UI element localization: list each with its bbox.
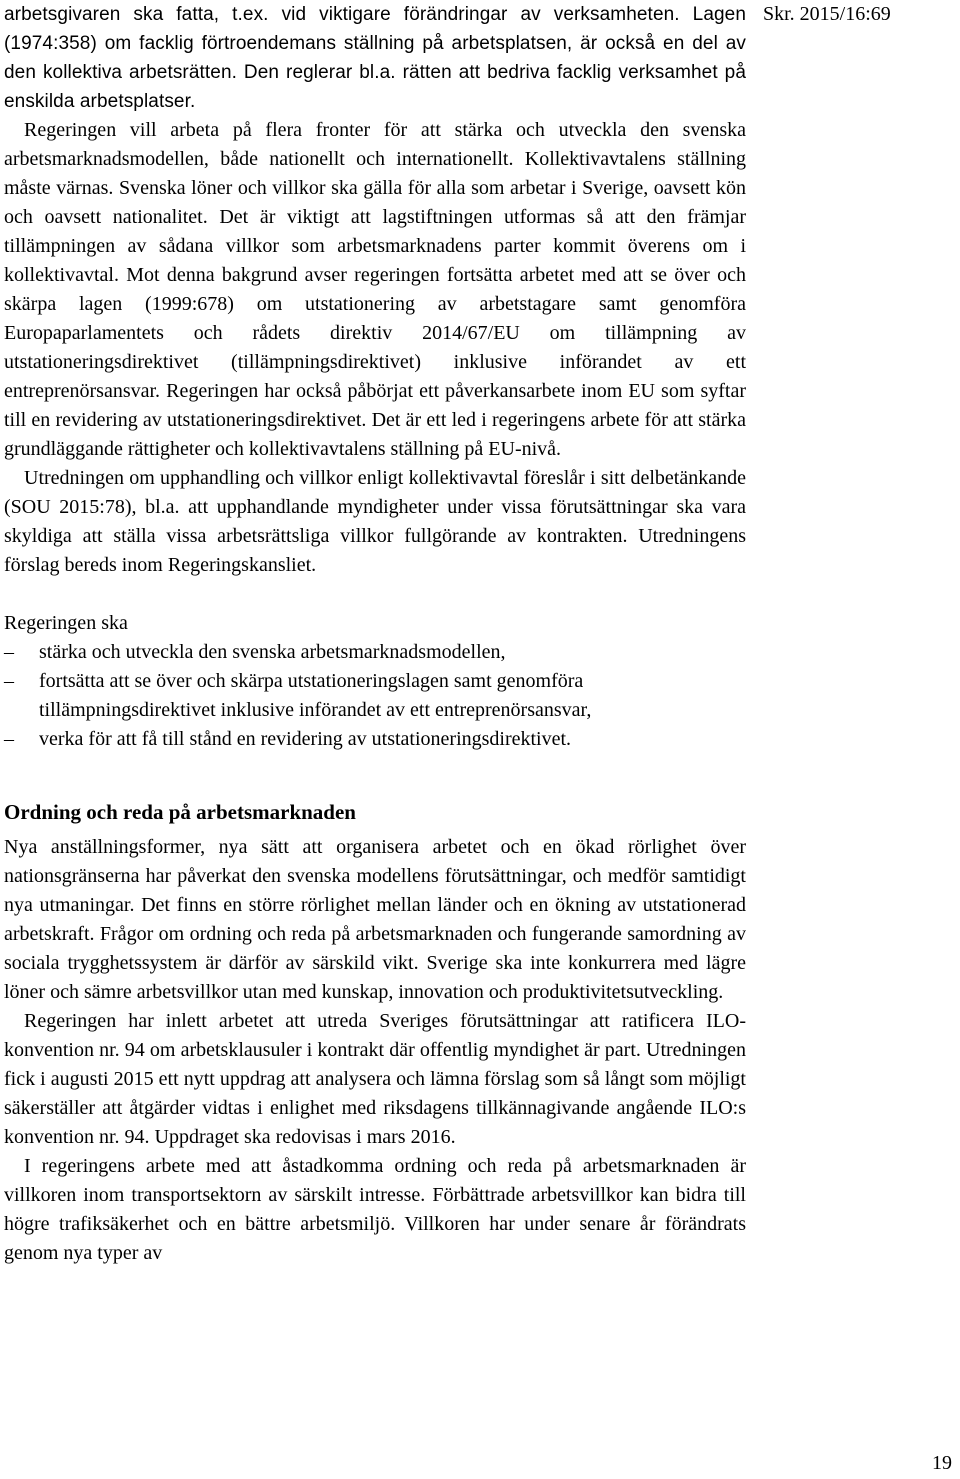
section-paragraph-transport: I regeringens arbete med att åstadkomma ordning och reda på arbetsmarknaden är villkoren inom transportsektorn av särskilt intresse. Förbättrade arbetsvillkor kan bidra till högre trafiksäkerhet och en bättre arbetsmiljö. Villkoren har under senare år förändrats genom nya typer av — [4, 1155, 746, 1264]
list-item-text: stärka och utveckla den svenska arbetsmarknadsmodellen, — [39, 641, 506, 663]
action-list — [4, 638, 746, 754]
dash-bullet: – — [4, 728, 14, 750]
list-intro: Regeringen ska — [4, 612, 128, 634]
section-paragraph-new-employment: Nya anställningsformer, nya sätt att organisera arbetet och en ökad rörlighet över nationsgränserna har påverkat den svenska modellens förutsättningar, och medför samtidigt nya utmaningar. Det finns en större rörlighet mellan länder och en ökning av utstationerad arbetskraft. Frågor om ordning och reda på arbetsmarknaden och fungerande samordning av sociala trygghetssystem är därför av särskild vikt. Sverige ska inte konkurrera med lägre löner och sämre arbetsvillkor utan med kunskap, innovation och produktivitetsutveckling. — [4, 836, 746, 1003]
document-reference: Skr. 2015/16:69 — [763, 3, 891, 25]
page-number: 19 — [932, 1452, 952, 1474]
list-item — [4, 725, 746, 754]
paragraph-procurement-inquiry: Utredningen om upphandling och villkor enligt kollektivavtal föreslår i sitt delbetänkande (SOU 2015:78), bl.a. att upphandlande myndigheter under vissa förutsättningar ska vara skyldiga att ställa vissa arbetsrättsliga villkor fullgörande av kontrakten. Utredningens förslag bereds inom Regeringskansliet. — [4, 467, 746, 576]
paragraph-intro: arbetsgivaren ska fatta, t.ex. vid viktigare förändringar av verksamheten. Lagen (1974:358) om facklig förtroendemans ställning på arbetsplatsen, är också en del av den kollektiva arbetsrätten. Den reglerar bl.a. rätten att bedriva facklig verksamhet på enskilda arbetsplatser. — [4, 4, 746, 112]
list-item-text: verka för att få till stånd en revidering av utstationeringsdirektivet. — [39, 728, 572, 750]
list-item-text: fortsätta att se över och skärpa utstationeringslagen samt genomföra tillämpningsdirektivet inklusive införandet av ett entreprenörsansvar, — [39, 670, 592, 721]
dash-bullet: – — [4, 641, 14, 663]
list-item — [4, 638, 746, 667]
list-item — [4, 667, 746, 725]
paragraph-government-goals: Regeringen vill arbeta på flera fronter för att stärka och utveckla den svenska arbetsmarknadsmodellen, både nationellt och internationellt. Kollektivavtalens ställning måste värnas. Svenska löner och villkor ska gälla för alla som arbetar i Sverige, oavsett kön och oavsett nationalitet. Det är viktigt att lagstiftningen utformas så att den främjar tillämpningen av sådana villkor som arbetsmarknadens parter kommit överens om i kollektivavtal. Mot denna bakgrund avser regeringen fortsätta arbetet med att se över och skärpa lagen (1999:678) om utstationering av arbetstagare samt genomföra Europaparlamentets och rådets direktiv 2014/67/EU om tillämpning av utstationeringsdirektivet (tillämpningsdirektivet) inklusive införandet av ett entreprenörsansvar. Regeringen har också påbörjat ett påverkansarbete inom EU som syftar till en revidering av utstationeringsdirektivet. Det är ett led i regeringens arbete för att stärka grundläggande rättigheter och kollektivavtalens ställning på EU-nivå. — [4, 119, 746, 460]
section-heading: Ordning och reda på arbetsmarknaden — [4, 800, 356, 824]
dash-bullet: – — [4, 670, 14, 692]
section-paragraph-ilo: Regeringen har inlett arbetet att utreda Sveriges förutsättningar att ratificera ILO-konvention nr. 94 om arbetsklausuler i kontrakt där offentlig myndighet är part. Utredningen fick i augusti 2015 ett nytt uppdrag att analysera och lämna förslag som så långt som möjligt säkerställer att åtgärder vidtas i enlighet med riksdagens tillkännagivande angående ILO:s konvention nr. 94. Uppdraget ska redovisas i mars 2016. — [4, 1010, 746, 1148]
spacer — [4, 580, 746, 609]
document-body — [4, 0, 746, 1268]
spacer — [4, 754, 746, 798]
